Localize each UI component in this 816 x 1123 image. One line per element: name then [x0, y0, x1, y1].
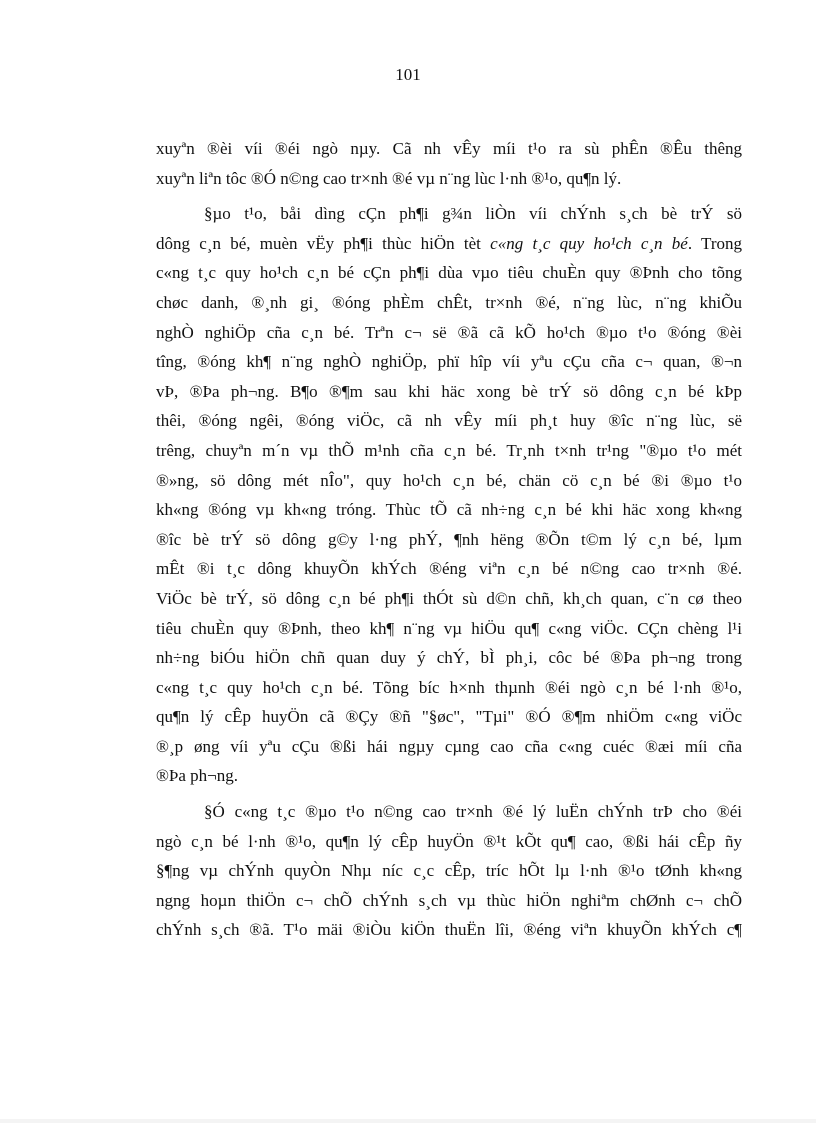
body-text — [156, 134, 742, 951]
paragraph-3 — [156, 797, 742, 945]
text-fragment: dông c¸n bé, muèn vËy ph¶i thùc hiÖn tèt — [156, 233, 491, 253]
text-line: ®¸p øng víi yªu cÇu ®ßi hái ngµy cµng cao cña c«ng cuéc ®æi míi cña — [156, 736, 742, 756]
page-bottom-edge — [0, 1119, 816, 1123]
text-line: ®îc bè trÝ sö dông g©y l·ng phÝ, ¶nh hëng ®Õn t©m lý c¸n bé, lµm — [156, 529, 742, 549]
text-line: vÞ, ®Þa ph¬ng. B¶o ®¶m sau khi häc xong bè trÝ sö dông c¸n bé kÞp — [156, 381, 742, 401]
text-line: trêng, chuyªn m´n vµ thÕ m¹nh cña c¸n bé. Tr¸nh t×nh tr¹ng "®µo t¹o mét — [156, 440, 742, 460]
text-fragment: . Trong — [687, 233, 743, 253]
text-line: thêi, ®óng ngêi, ®óng viÖc, cã nh vÊy míi ph¸t huy ®îc n¨ng lùc, së — [156, 411, 742, 431]
text-line: xuyªn liªn tôc ®Ó n©ng cao tr×nh ®é vµ n¨ng lùc l·nh ®¹o, qu¶n lý. — [156, 168, 622, 188]
text-line: §Ó c«ng t¸c ®µo t¹o n©ng cao tr×nh ®é lý luËn chÝnh trÞ cho ®éi — [204, 802, 742, 822]
text-line: ®»ng, sö dông mét nÎo", quy ho¹ch c¸n bé, chän cö c¸n bé ®i ®µo t¹o — [156, 470, 742, 490]
paragraph-2 — [156, 199, 742, 791]
text-line: kh«ng ®óng vµ kh«ng tróng. Thùc tÕ cã nh÷ng c¸n bé khi häc xong kh«ng — [156, 500, 742, 520]
text-line: tiêu chuÈn quy ®Þnh, theo kh¶ n¨ng vµ hiÖu qu¶ c«ng viÖc. CÇn chèng l¹i — [156, 618, 742, 638]
emphasized-text: c«ng t¸c quy ho¹ch c¸n bé — [490, 233, 688, 253]
text-line: c«ng t¸c quy ho¹ch c¸n bé cÇn ph¶i dùa vµo tiêu chuÈn quy ®Þnh cho tõng — [156, 263, 742, 283]
text-line: ngng hoµn thiÖn c¬ chÕ chÝnh s¸ch vµ thùc hiÖn nghiªm chØnh c¬ chÕ — [156, 890, 742, 910]
text-line: tîng, ®óng kh¶ n¨ng nghÒ nghiÖp, phï hîp víi yªu cÇu cña c¬ quan, ®¬n — [156, 352, 742, 372]
text-line: §¶ng vµ chÝnh quyÒn Nhµ níc c¸c cÊp, tríc hÕt lµ l·nh ®¹o tØnh kh«ng — [156, 861, 742, 881]
text-line: ®Þa ph¬ng. — [156, 766, 239, 786]
text-line: c«ng t¸c quy ho¹ch c¸n bé. Tõng bíc h×nh thµnh ®éi ngò c¸n bé l·nh ®¹o, — [156, 677, 742, 697]
text-line: chøc danh, ®¸nh gi¸ ®óng phÈm chÊt, tr×nh ®é, n¨ng lùc, n¨ng khiÕu — [156, 292, 742, 312]
text-line: qu¶n lý cÊp huyÖn cã ®Çy ®ñ "§øc", "Tµi" ®Ó ®¶m nhiÖm c«ng viÖc — [156, 707, 742, 727]
text-line: nh÷ng biÓu hiÖn chñ quan duy ý chÝ, bÌ ph¸i, côc bé ®Þa ph¬ng trong — [156, 648, 742, 668]
text-line: xuyªn ®èi víi ®éi ngò nµy. Cã nh vÊy míi t¹o ra sù phÊn ®Êu thêng — [156, 139, 742, 158]
text-line: mÊt ®i t¸c dông khuyÕn khÝch ®éng viªn c¸n bé n©ng cao tr×nh ®é. — [156, 559, 742, 579]
text-line: chÝnh s¸ch ®ã. T¹o mäi ®iÒu kiÖn thuËn lîi, ®éng viªn khuyÕn khÝch c¶ — [156, 920, 742, 940]
text-line: nghÒ nghiÖp cña c¸n bé. Trªn c¬ së ®ã cã kÕ ho¹ch ®µo t¹o ®óng ®èi — [156, 322, 742, 342]
text-line: ViÖc bè trÝ, sö dông c¸n bé ph¶i thÓt sù d©n chñ, kh¸ch quan, c¨n cø theo — [156, 588, 742, 608]
page-number: 101 — [395, 65, 421, 84]
text-line: §µo t¹o, båi dìng cÇn ph¶i g¾n liÒn víi chÝnh s¸ch bè trÝ sö — [204, 204, 742, 224]
paragraph-1 — [156, 134, 742, 193]
text-line: ngò c¸n bé l·nh ®¹o, qu¶n lý cÊp huyÖn ®¹t kÕt qu¶ cao, ®ßi hái cÊp ñy — [156, 831, 742, 851]
text-line — [156, 229, 742, 259]
